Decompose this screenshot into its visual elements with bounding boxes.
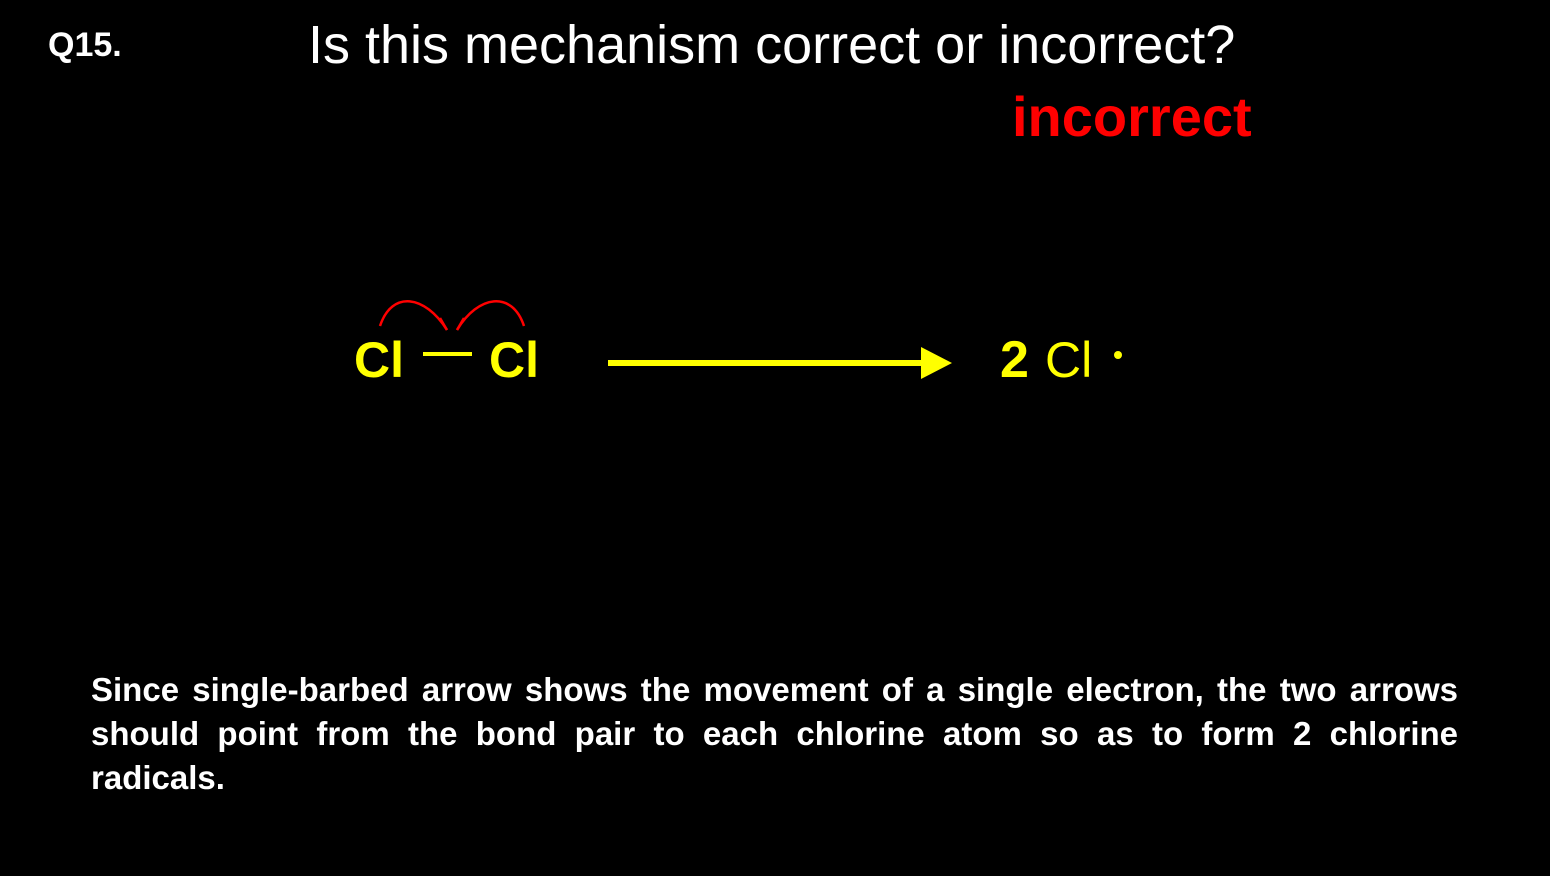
product-coefficient: 2 — [1000, 331, 1029, 389]
explanation-text: Since single-barbed arrow shows the movement of a single electron, the two arrows should point from the bond pair to each chlorine atom so as to form 2 chlorine radicals. — [91, 671, 1458, 796]
question-number: Q15. — [48, 26, 122, 64]
reaction-arrow — [608, 347, 952, 379]
right-fishhook-arrow — [457, 301, 524, 330]
answer-label: incorrect — [1012, 85, 1252, 148]
left-fishhook-barb — [440, 318, 447, 330]
fishhook-arrows — [380, 301, 524, 330]
radical-dot — [1114, 351, 1122, 359]
right-fishhook-barb — [457, 318, 464, 330]
question-title: Is this mechanism correct or incorrect? — [308, 15, 1236, 75]
reaction-arrow-head — [921, 347, 952, 379]
product-atom: Cl — [1045, 332, 1093, 388]
reactant-left-atom: Cl — [354, 332, 404, 388]
reactant-right-atom: Cl — [489, 332, 539, 388]
left-fishhook-arrow — [380, 301, 447, 330]
